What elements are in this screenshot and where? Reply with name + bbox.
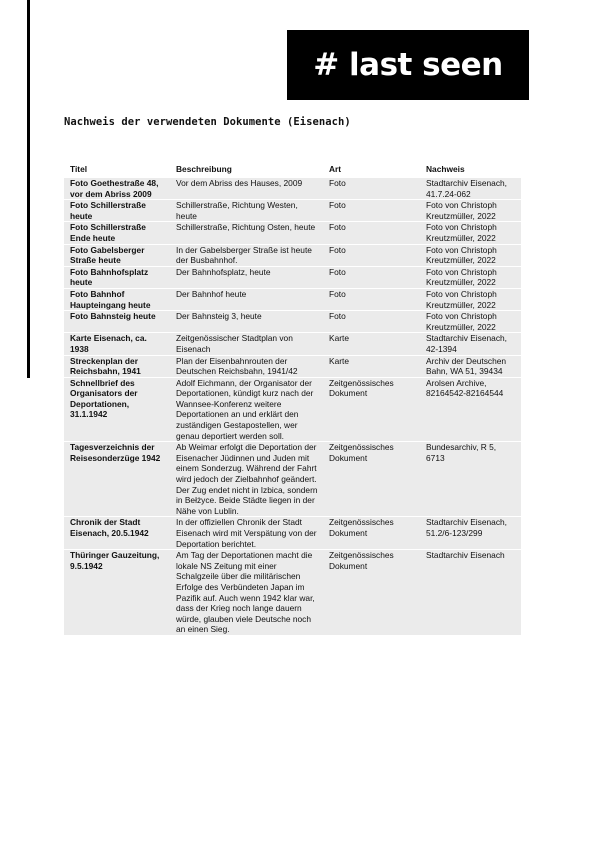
cell-titel: Foto Goethestraße 48, vor dem Abriss 2009 <box>64 178 170 199</box>
cell-titel: Foto Gabelsberger Straße heute <box>64 245 170 266</box>
cell-titel: Tagesverzeichnis der Reisesonderzüge 1942 <box>64 442 170 516</box>
cell-nachweis: Foto von Christoph Kreutzmüller, 2022 <box>420 267 521 288</box>
page-title: Nachweis der verwendeten Dokumente (Eisenach) <box>64 116 351 128</box>
cell-art: Foto <box>323 245 420 266</box>
cell-beschreibung: Adolf Eichmann, der Organisator der Deportationen, kündigt kurz nach der Wannsee-Konferenz weitere Deportationen an und erklärt den zuständigen Gestapostellen, wer genau deportiert werden soll. <box>170 378 323 442</box>
cell-titel: Karte Eisenach, ca. 1938 <box>64 333 170 354</box>
header-art: Art <box>329 164 342 175</box>
documents-table <box>64 162 521 636</box>
cell-beschreibung: Am Tag der Deportationen macht die lokale NS Zeitung mit einer Schalgzeile über die militärischen Erfolge des Verbündeten Japan im Pazifik auf. Auch wenn 1942 klar war, dass der Krieg noch lange dauern würde, glauben viele Deutsche noch an einen Sieg. <box>170 550 323 635</box>
cell-titel: Foto Bahnhofsplatz heute <box>64 267 170 288</box>
table-row <box>64 178 521 199</box>
cell-nachweis: Stadtarchiv Eisenach, 42-1394 <box>420 333 521 354</box>
cell-nachweis: Archiv der Deutschen Bahn, WA 51, 39434 <box>420 356 521 377</box>
last-seen-logo <box>287 30 529 100</box>
cell-nachweis: Stadtarchiv Eisenach, 51.2/6-123/299 <box>420 517 521 549</box>
table-row <box>64 222 521 243</box>
table-row <box>64 311 521 332</box>
table-row <box>64 245 521 266</box>
cell-art: Foto <box>323 311 420 332</box>
cell-beschreibung: Der Bahnsteig 3, heute <box>170 311 323 332</box>
cell-art: Zeitgenössisches Dokument <box>323 550 420 635</box>
cell-titel: Foto Schillerstraße Ende heute <box>64 222 170 243</box>
table-row <box>64 333 521 354</box>
cell-beschreibung: Ab Weimar erfolgt die Deportation der Eisenacher Jüdinnen und Juden mit einem Sonderzug. Während der Fahrt wird jedoch der Zielbahnhof geändert. Der Zug endet nicht in Izbica, sondern in Bełżyce. Beide Städte liegen in der Nähe von Lublin. <box>170 442 323 516</box>
table-row <box>64 356 521 377</box>
cell-beschreibung: Schillerstraße, Richtung Westen, heute <box>170 200 323 221</box>
cell-nachweis: Foto von Christoph Kreutzmüller, 2022 <box>420 200 521 221</box>
table-row <box>64 378 521 442</box>
cell-nachweis: Stadtarchiv Eisenach, 41.7.24-062 <box>420 178 521 199</box>
cell-titel: Thüringer Gauzeitung, 9.5.1942 <box>64 550 170 635</box>
cell-art: Foto <box>323 267 420 288</box>
cell-titel: Foto Bahnhof Haupteingang heute <box>64 289 170 310</box>
cell-nachweis: Foto von Christoph Kreutzmüller, 2022 <box>420 311 521 332</box>
cell-beschreibung: Der Bahnhofsplatz, heute <box>170 267 323 288</box>
table-row <box>64 267 521 288</box>
cell-art: Zeitgenössisches Dokument <box>323 517 420 549</box>
cell-nachweis: Foto von Christoph Kreutzmüller, 2022 <box>420 245 521 266</box>
logo-text: # last seen <box>313 47 503 83</box>
cell-beschreibung: Zeitgenössischer Stadtplan von Eisenach <box>170 333 323 354</box>
header-beschreibung: Beschreibung <box>176 164 232 175</box>
table-row <box>64 442 521 516</box>
cell-art: Foto <box>323 178 420 199</box>
table-row <box>64 517 521 549</box>
cell-titel: Chronik der Stadt Eisenach, 20.5.1942 <box>64 517 170 549</box>
cell-titel: Streckenplan der Reichsbahn, 1941 <box>64 356 170 377</box>
cell-titel: Foto Schillerstraße heute <box>64 200 170 221</box>
cell-art: Foto <box>323 289 420 310</box>
header-titel: Titel <box>70 164 88 175</box>
cell-art: Karte <box>323 356 420 377</box>
table-header-row <box>64 163 521 177</box>
table-row <box>64 200 521 221</box>
cell-art: Karte <box>323 333 420 354</box>
cell-beschreibung: In der Gabelsberger Straße ist heute der Busbahnhof. <box>170 245 323 266</box>
cell-nachweis: Foto von Christoph Kreutzmüller, 2022 <box>420 222 521 243</box>
cell-art: Foto <box>323 200 420 221</box>
table-row <box>64 550 521 635</box>
cell-nachweis: Arolsen Archive, 82164542-82164544 <box>420 378 521 442</box>
table-row <box>64 289 521 310</box>
cell-nachweis: Stadtarchiv Eisenach <box>420 550 521 635</box>
header-nachweis: Nachweis <box>426 164 465 175</box>
margin-rule <box>27 0 30 378</box>
cell-nachweis: Bundesarchiv, R 5, 6713 <box>420 442 521 516</box>
cell-titel: Foto Bahnsteig heute <box>64 311 170 332</box>
cell-art: Zeitgenössisches Dokument <box>323 442 420 516</box>
cell-beschreibung: Vor dem Abriss des Hauses, 2009 <box>170 178 323 199</box>
cell-beschreibung: Schillerstraße, Richtung Osten, heute <box>170 222 323 243</box>
cell-beschreibung: Plan der Eisenbahnrouten der Deutschen Reichsbahn, 1941/42 <box>170 356 323 377</box>
cell-nachweis: Foto von Christoph Kreutzmüller, 2022 <box>420 289 521 310</box>
cell-art: Foto <box>323 222 420 243</box>
cell-art: Zeitgenössisches Dokument <box>323 378 420 442</box>
cell-beschreibung: Der Bahnhof heute <box>170 289 323 310</box>
cell-beschreibung: In der offiziellen Chronik der Stadt Eisenach wird mit Verspätung von der Deportation berichtet. <box>170 517 323 549</box>
cell-titel: Schnellbrief des Organisators der Deportationen, 31.1.1942 <box>64 378 170 442</box>
